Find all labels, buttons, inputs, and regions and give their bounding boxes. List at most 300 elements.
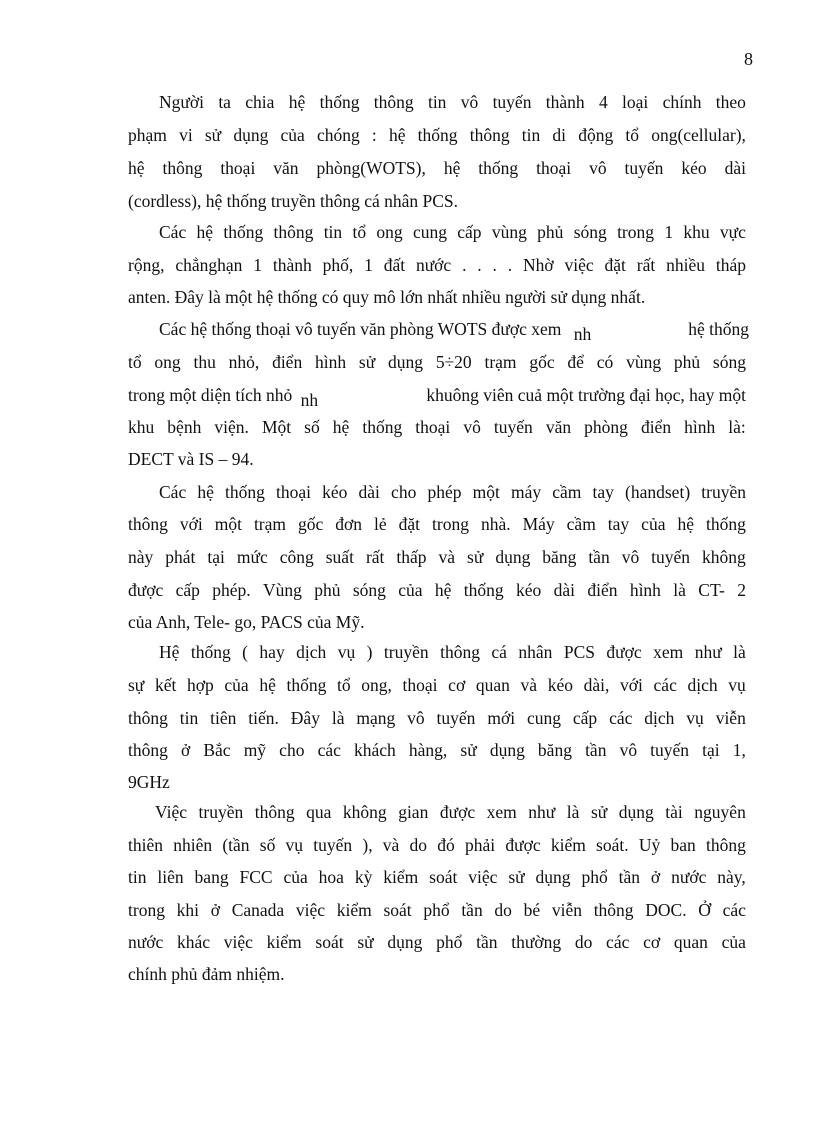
word: tiên [210,708,237,728]
word: kỳ [354,867,373,887]
word: nhiều [666,255,705,275]
word: tổ [337,675,351,695]
word: hệ [443,158,461,178]
word: tay [607,514,630,534]
word: cơ [448,675,466,695]
word: dụng [495,547,531,567]
word: sử [358,352,376,372]
word: 2 [737,580,746,600]
word: hình [684,417,716,437]
word: là: [728,417,746,437]
word: sử [467,547,484,567]
word: soát [429,867,458,887]
word: để [567,352,584,372]
text-line [128,411,746,444]
word: Ở [698,900,711,920]
word: dụng [535,867,571,887]
word: : [371,125,377,145]
word: tần [588,547,610,567]
word: hệ [288,92,306,112]
word: một [214,514,242,534]
word: ở [210,900,220,920]
text-line [159,216,746,249]
word: phủ [537,222,564,242]
word: việc [564,255,594,275]
word: cá [491,642,507,662]
word: suất [325,547,354,567]
word: thống [705,514,746,534]
word: sự [128,675,145,695]
word: các [653,675,677,695]
word: các [722,900,746,920]
word: thiên [128,835,163,855]
word: kiểm [266,932,302,952]
word: chẳnghạn [175,255,243,275]
word: tay [592,482,614,502]
word: tin [323,222,343,242]
word: chia [245,92,275,112]
word: 1 [364,255,373,275]
word: vô [460,92,479,112]
word: kéo [515,580,542,600]
word: tiến. [248,708,279,728]
word: tổ [352,222,367,242]
word: ) [366,642,373,662]
word: Bắc [203,740,231,760]
word: thường [511,932,562,952]
word: phòng [584,417,628,437]
word: trong [128,900,165,920]
word: tại [207,547,225,567]
word: phòng(WOTS), [316,158,426,178]
word: hệ [332,417,350,437]
word: nhân [518,642,553,662]
word: nước [671,867,707,887]
word: truyền [701,482,746,502]
text-line [155,796,746,829]
word: quan [475,675,510,695]
word: bang [194,867,229,887]
word: có [596,352,614,372]
word: vi [179,125,193,145]
word: ta [218,92,231,112]
word: theo [715,92,746,112]
word: vô [463,417,481,437]
word: của [283,867,308,887]
text-line [159,313,749,346]
word: mức [236,547,268,567]
word: vực [719,222,746,242]
line-tail: khuông viên cuả một trường đại học, hay một [426,385,746,405]
word: này, [717,867,746,887]
word: việc [223,932,253,952]
word: phủ [673,352,701,372]
text-line [128,574,746,607]
word: như [694,642,722,662]
word: máy [510,482,542,502]
word: rộng, [128,255,165,275]
word: ( [242,642,248,662]
word: bệnh [167,417,202,437]
word: việc [295,900,326,920]
page-number: 8 [744,49,753,69]
word: vô [407,708,425,728]
word: kiểm [383,867,419,887]
word: tại [702,740,720,760]
word: . [507,255,513,275]
word: thông [469,125,510,145]
text-line: anten. Đây là một hệ thống có quy mô lớn nhất nhiều người sử dụng nhất. [128,287,646,307]
word: đất [383,255,406,275]
word: soát. [596,835,629,855]
word: dụng [387,932,423,952]
word: Hệ [159,642,180,662]
word: lẻ [374,514,387,534]
word: thoại [276,482,311,502]
word: rất [365,547,385,567]
word: tuyến [313,835,353,855]
word: được [128,580,164,600]
word: thống [417,125,458,145]
word: là [331,708,345,728]
word: của [641,514,666,534]
word: của [280,125,305,145]
word: ong [376,222,403,242]
word: 4 [598,92,608,112]
word: tuyến [651,547,691,567]
word: là [673,580,686,600]
word: sử [590,802,608,822]
word: điển [272,352,303,372]
word: với [620,675,643,695]
word: một [472,482,500,502]
word: bé [523,900,541,920]
word: ), [362,835,373,855]
word: loại [622,92,649,112]
word: thống [463,580,504,600]
text-line [128,861,746,894]
word: đặt [398,514,421,534]
word: thông [128,514,168,534]
word: hệ [196,222,214,242]
word: . [477,255,482,275]
word: đơn [335,514,363,534]
word: Vùng [263,580,302,600]
word: phép [427,482,462,502]
word: kết [154,675,177,695]
word: tuyến [492,92,532,112]
line-tail: hệ thống [688,319,749,339]
word: 1, [732,740,746,760]
word: do [574,932,593,952]
word: như [528,802,556,822]
word: 5÷20 [435,352,472,372]
subscript-note: nh [573,324,592,344]
text-line [128,702,746,735]
word: thống [362,417,403,437]
word: dịch [296,642,327,662]
word: thống [225,482,265,502]
word: trạm [484,352,517,372]
word: tần [476,932,498,952]
word: tháp [715,255,746,275]
word: và [382,835,400,855]
word: thành [545,92,585,112]
word: qua [306,802,332,822]
word: tin [128,867,147,887]
word: gian [398,802,429,822]
word: dụng [233,125,269,145]
word: mỹ [243,740,267,760]
word: cho [279,740,305,760]
word: thu [193,352,216,372]
text-line: 9GHz [128,772,170,792]
word: cầm [566,514,596,534]
word: liên [157,867,184,887]
word: soát [383,900,412,920]
word: cầm [552,482,582,502]
word: nhỏ, [228,352,260,372]
word: tổ [128,352,142,372]
word: vụ [285,835,304,855]
word: nước [128,932,164,952]
text-line [128,379,746,412]
word: sử [204,125,222,145]
word: thông [440,642,480,662]
word: (handset) [625,482,691,502]
word: việc [468,867,498,887]
word: tin [521,125,541,145]
word: cho [391,482,417,502]
word: cơ [643,932,661,952]
word: phổ [581,867,608,887]
word: trạm [253,514,287,534]
word: các [606,932,630,952]
subscript-note: nh [300,390,319,410]
word: . [492,255,497,275]
word: dịch [687,675,718,695]
word: kéo [322,482,348,502]
word: băng [542,547,577,567]
text-line: của Anh, Tele- go, PACS của Mỹ. [128,612,365,632]
word: thoại [220,158,256,178]
word: khi [176,900,200,920]
word: tài [665,802,683,822]
word: dụng [618,802,654,822]
word: khách [353,740,396,760]
word: ở [180,740,191,760]
word: phố, [322,255,354,275]
word: sử [460,740,477,760]
word: văn [545,417,572,437]
word: quan [673,932,708,952]
word: truyền [198,802,244,822]
word: thông [273,222,314,242]
word: này [128,547,154,567]
word: xem [653,642,684,662]
text-line [128,894,746,927]
word: công [279,547,314,567]
word: phủ [314,580,341,600]
word: vô [619,740,638,760]
word: thành [272,255,312,275]
word: tổ [625,125,640,145]
text-line [128,829,746,862]
word: trong [617,222,655,242]
word: động [578,125,614,145]
text-line [128,249,746,282]
word: thoại [415,417,451,437]
word: số [259,835,276,855]
word: xem [486,802,517,822]
word: thông [128,708,168,728]
word: hệ [677,514,694,534]
line-text: Các hệ thống thoại vô tuyến văn phòng WOTS được xem [159,319,562,339]
text-line [159,86,746,119]
word: kéo [681,158,707,178]
text-line: DECT và IS – 94. [128,449,254,469]
word: FCC [239,867,273,887]
word: tin [427,92,447,112]
word: 1 [664,222,674,242]
word: hình [315,352,347,372]
word: thống [190,642,231,662]
word: cung [526,708,561,728]
word: thông [128,740,168,760]
word: tần [585,740,607,760]
word: viễn [715,708,746,728]
word: vùng [491,222,527,242]
word: ong(cellular), [651,125,746,145]
word: văn [273,158,299,178]
text-line [128,669,746,702]
word: hoa [318,867,344,887]
word: thấp [396,547,427,567]
word: hệ [259,675,276,695]
word: điển [640,417,672,437]
word: sóng [352,580,386,600]
word: chóng [316,125,360,145]
word: trong [432,514,469,534]
word: mới [487,708,516,728]
word: thông [254,802,295,822]
word: thông [373,92,414,112]
word: số [304,417,320,437]
word: DOC. [645,900,687,920]
word: thống [223,222,264,242]
line-text: trong một diện tích nhỏ [128,385,293,405]
word: thống [319,92,360,112]
word: (tần [222,835,250,855]
word: Các [159,482,187,502]
word: di [552,125,567,145]
word: kiểm [336,900,372,920]
word: thống [478,158,519,178]
word: dài [358,482,380,502]
word: nhà. [480,514,511,534]
word: thống [286,675,327,695]
word: 1 [253,255,262,275]
word: hàng, [408,740,448,760]
word: cấp [175,580,200,600]
text-line [128,119,746,152]
word: nước [415,255,452,275]
word: . [462,255,467,275]
word: phép. [212,580,251,600]
word: CT- [698,580,725,600]
word: của [224,675,249,695]
word: Đây [290,708,320,728]
word: thông [162,158,203,178]
word: Một [261,417,292,437]
word: các [317,740,341,760]
word: dịch [644,708,675,728]
word: PCS [563,642,595,662]
word: gốc [529,352,555,372]
word: Người [159,92,204,112]
word: khu [128,417,155,437]
word: phổ [436,932,463,952]
word: phổ [423,900,450,920]
word: chính [662,92,702,112]
word: cung [412,222,447,242]
text-line [128,541,746,574]
word: thông [593,900,634,920]
text-line [128,152,746,185]
word: với [179,514,203,534]
word: đặt [604,255,626,275]
word: nhiên [173,835,213,855]
word: không [342,802,387,822]
word: hệ [128,158,145,178]
word: viễn [551,900,582,920]
text-line [159,636,746,669]
word: hợp [186,675,214,695]
word: tuyến [624,158,664,178]
word: khu [683,222,710,242]
word: điển [587,580,618,600]
word: gốc [298,514,324,534]
text-line [128,734,746,767]
word: vô [589,158,607,178]
word: sử [508,867,525,887]
word: tần [461,900,483,920]
word: dài [553,580,575,600]
text-line [159,476,746,509]
word: Các [159,222,187,242]
word: được [505,835,541,855]
text-line: (cordless), hệ thống truyền thông cá nhân PCS. [128,191,459,211]
word: phải [464,835,496,855]
word: cấp [457,222,482,242]
word: và [520,675,538,695]
word: tuyến [650,740,690,760]
word: mạng [356,708,396,728]
word: thoại [402,675,438,695]
word: truyền [383,642,429,662]
word: sóng [712,352,746,372]
text-line [128,346,746,379]
word: Nhờ [523,255,554,275]
word: là [733,642,746,662]
word: và [438,547,456,567]
word: tuyến [493,417,533,437]
word: hệ [434,580,452,600]
word: Việc [155,802,187,822]
word: do [409,835,428,855]
word: thoại [536,158,572,178]
word: tần [618,867,640,887]
